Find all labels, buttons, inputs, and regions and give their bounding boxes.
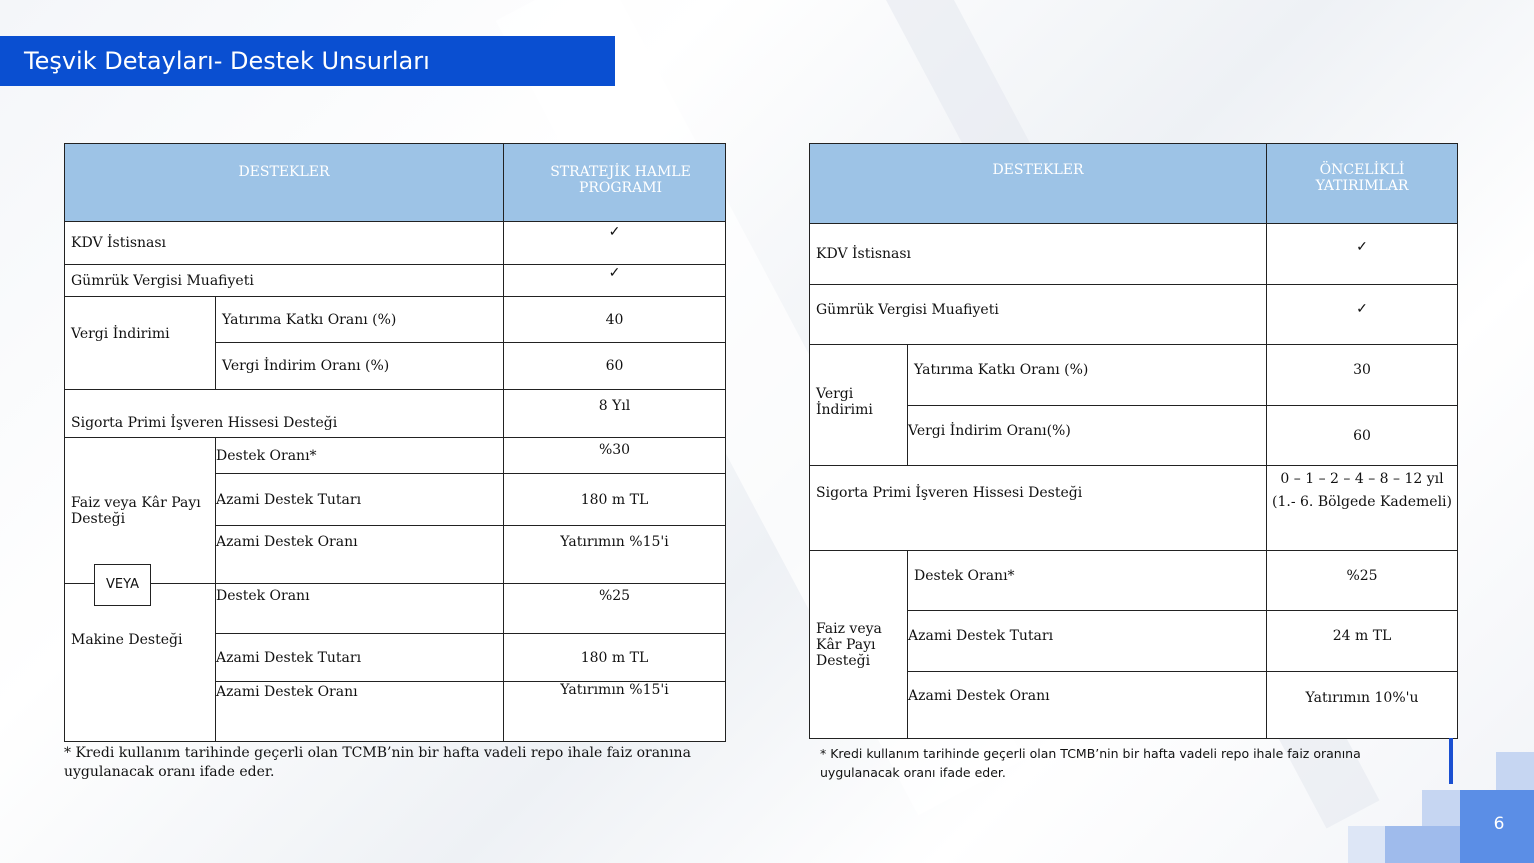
left-header-program: STRATEJİK HAMLE PROGRAMI [504, 144, 726, 222]
right-faiz-row-label: Destek Oranı* [908, 551, 1267, 611]
veya-box: VEYA [94, 564, 151, 606]
right-indirim-value: 60 [1267, 406, 1458, 466]
left-footnote: * Kredi kullanım tarihinde geçerli olan TCMB’nin bir hafta vadeli repo ihale faiz oranına uygulanacak oranı ifade eder. [64, 745, 691, 780]
right-faiz-row-value: %25 [1267, 551, 1458, 611]
right-kdv-label: KDV İstisnası [810, 224, 1267, 285]
decorative-square [1348, 826, 1385, 863]
right-katki-value: 30 [1267, 345, 1458, 406]
right-footnote: * Kredi kullanım tarihinde geçerli olan TCMB’nin bir hafta vadeli repo ihale faiz oranına uygulanacak oranı ifade eder. [820, 746, 1361, 780]
right-sigorta-value-line1: 0 – 1 – 2 – 4 – 8 – 12 yıl [1280, 471, 1444, 487]
right-support-table [809, 143, 1458, 739]
decorative-square [1496, 752, 1534, 790]
right-katki-label: Yatırıma Katkı Oranı (%) [908, 345, 1267, 406]
left-makine-row-label: Azami Destek Tutarı [216, 634, 504, 682]
left-sigorta-value: 8 Yıl [504, 390, 726, 438]
left-faiz-row-label: Destek Oranı* [216, 438, 504, 474]
left-makine-row-label: Azami Destek Oranı [216, 682, 504, 742]
right-sigorta-label: Sigorta Primi İşveren Hissesi Desteği [810, 466, 1267, 551]
left-makine-row-value: %25 [504, 584, 726, 634]
left-gumruk-check: ✓ [504, 265, 726, 297]
left-katki-label: Yatırıma Katkı Oranı (%) [216, 297, 504, 343]
left-header-destekler: DESTEKLER [65, 144, 504, 222]
right-header-destekler: DESTEKLER [810, 144, 1267, 224]
left-makine-label: Makine Desteği [65, 584, 216, 742]
left-faiz-row-value: 180 m TL [504, 474, 726, 526]
right-indirim-label: Vergi İndirim Oranı(%) [908, 406, 1267, 466]
left-faiz-row-label: Azami Destek Oranı [216, 526, 504, 584]
left-katki-value: 40 [504, 297, 726, 343]
decorative-line [1449, 738, 1453, 784]
left-indirim-label: Vergi İndirim Oranı (%) [216, 343, 504, 390]
right-faiz-row-label: Azami Destek Tutarı [908, 611, 1267, 672]
right-gumruk-label: Gümrük Vergisi Muafiyeti [810, 285, 1267, 345]
right-sigorta-value [1267, 466, 1458, 551]
right-faiz-row-label: Azami Destek Oranı [908, 672, 1267, 739]
left-makine-row-label: Destek Oranı [216, 584, 504, 634]
left-faiz-label: Faiz veya Kâr Payı Desteği [65, 438, 216, 584]
right-faiz-row-value: Yatırımın 10%'u [1267, 672, 1458, 739]
left-faiz-row-value: %30 [504, 438, 726, 474]
right-header-oncelikli: ÖNCELİKLİ YATIRIMLAR [1267, 144, 1458, 224]
decorative-square [1422, 790, 1460, 828]
left-makine-row-value: Yatırımın %15'i [504, 682, 726, 742]
left-sigorta-label: Sigorta Primi İşveren Hissesi Desteği [65, 390, 504, 438]
left-kdv-check: ✓ [504, 222, 726, 265]
left-makine-row-value: 180 m TL [504, 634, 726, 682]
right-vergi-label: Vergi İndirimi [810, 345, 908, 466]
left-kdv-label: KDV İstisnası [65, 222, 504, 265]
right-faiz-label: Faiz veya Kâr Payı Desteği [810, 551, 908, 739]
left-support-table [64, 143, 726, 742]
left-faiz-row-label: Azami Destek Tutarı [216, 474, 504, 526]
right-sigorta-value-line2: (1.- 6. Bölgede Kademeli) [1272, 494, 1452, 510]
left-gumruk-label: Gümrük Vergisi Muafiyeti [65, 265, 504, 297]
page-number: 6 [1493, 814, 1505, 834]
right-faiz-row-value: 24 m TL [1267, 611, 1458, 672]
page-title: Teşvik Detayları- Destek Unsurları [0, 36, 615, 86]
right-gumruk-check: ✓ [1267, 285, 1458, 345]
right-kdv-check: ✓ [1267, 224, 1458, 285]
decorative-square [1385, 826, 1460, 863]
left-indirim-value: 60 [504, 343, 726, 390]
left-faiz-row-value: Yatırımın %15'i [504, 526, 726, 584]
left-vergi-label: Vergi İndirimi [65, 297, 216, 390]
